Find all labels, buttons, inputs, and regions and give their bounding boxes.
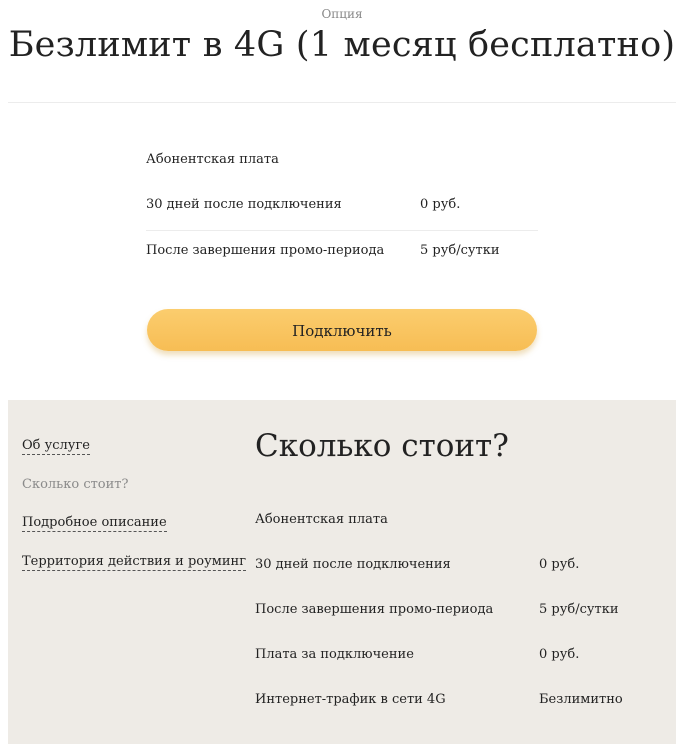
cost-row-value: 5 руб/сутки xyxy=(539,602,619,617)
cost-row xyxy=(255,680,655,725)
side-nav-item-description[interactable]: Подробное описание xyxy=(22,515,167,530)
page-title: Безлимит в 4G (1 месяц бесплатно) xyxy=(8,25,676,65)
cost-row xyxy=(255,545,655,590)
side-nav-item-about[interactable]: Об услуге xyxy=(22,438,90,453)
cost-row-label: После завершения промо-периода xyxy=(255,602,494,617)
cost-row xyxy=(255,590,655,635)
side-nav-item-roaming[interactable]: Территория действия и роуминг xyxy=(22,554,247,569)
cost-row-value: 0 руб. xyxy=(539,647,580,662)
side-nav-item-cost: Сколько стоит? xyxy=(22,477,129,492)
price-row-label: 30 дней после подключения xyxy=(146,197,342,212)
details-section xyxy=(8,400,676,744)
price-heading: Абонентская плата xyxy=(146,152,279,167)
connect-button[interactable]: Подключить xyxy=(147,309,537,351)
price-heading-row xyxy=(146,140,538,185)
cost-row-value: Безлимитно xyxy=(539,692,623,707)
header-divider xyxy=(8,102,676,103)
price-row xyxy=(146,185,538,231)
price-row xyxy=(146,231,538,276)
price-summary xyxy=(146,140,538,276)
cost-heading: Абонентская плата xyxy=(255,512,388,527)
cost-table xyxy=(255,500,655,725)
cost-row-label: 30 дней после подключения xyxy=(255,557,451,572)
price-row-value: 5 руб/сутки xyxy=(420,243,500,258)
cost-section-title: Сколько стоит? xyxy=(255,428,509,464)
cost-row-label: Плата за подключение xyxy=(255,647,414,662)
price-row-label: После завершения промо-периода xyxy=(146,243,385,258)
price-row-value: 0 руб. xyxy=(420,197,461,212)
cost-row-value: 0 руб. xyxy=(539,557,580,572)
cost-heading-row xyxy=(255,500,655,545)
cost-row xyxy=(255,635,655,680)
cost-row-label: Интернет-трафик в сети 4G xyxy=(255,692,446,707)
option-label: Опция xyxy=(321,7,363,21)
side-nav xyxy=(22,434,247,589)
